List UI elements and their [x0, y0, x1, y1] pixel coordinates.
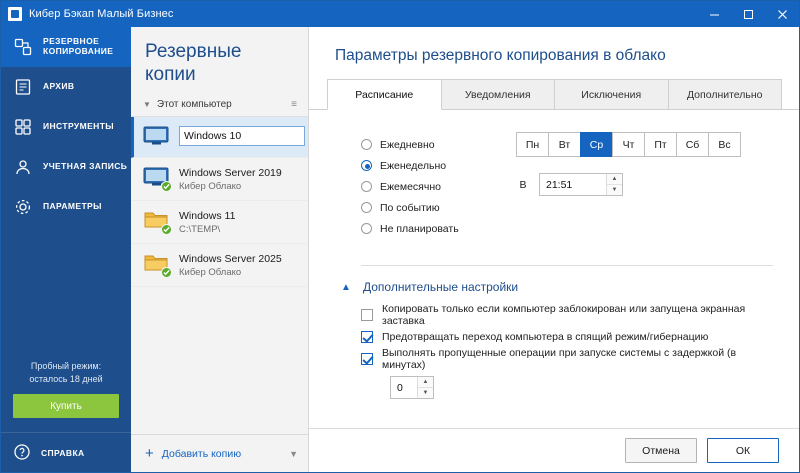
- list-item[interactable]: [131, 201, 308, 244]
- checkbox-label: Предотвращать переход компьютера в спящий режим/гибернацию: [382, 331, 709, 343]
- trial-line-1: Пробный режим:: [30, 360, 102, 371]
- sidebar-item-archive[interactable]: [1, 67, 131, 107]
- add-backup-button[interactable]: [131, 434, 308, 472]
- stepper-down-icon[interactable]: ▼: [418, 388, 433, 398]
- weekday-tue[interactable]: Вт: [548, 132, 581, 157]
- monitor-icon: [143, 125, 171, 149]
- stepper-down-icon[interactable]: ▼: [607, 185, 622, 195]
- delay-stepper[interactable]: [390, 376, 434, 399]
- checkbox-label: Копировать только если компьютер заблокирован или запущена экранная заставка: [382, 303, 746, 327]
- checkbox-icon-checked: [361, 331, 373, 343]
- radio-on-event[interactable]: [361, 197, 503, 218]
- list-item-text: [179, 125, 300, 146]
- archive-icon: [13, 77, 33, 97]
- minimize-button[interactable]: [697, 1, 731, 27]
- backup-list-panel: [131, 27, 309, 472]
- settings-icon: [13, 197, 33, 217]
- backup-destination: Кибер Облако: [179, 266, 242, 278]
- backup-name: Windows 11: [179, 209, 236, 222]
- monitor-icon: [143, 166, 171, 190]
- radio-icon: [361, 202, 372, 213]
- checkbox-icon: [361, 309, 373, 321]
- backup-name-input[interactable]: [179, 126, 305, 146]
- backup-group-label: Этот компьютер: [156, 98, 232, 110]
- weekday-fri[interactable]: Пт: [644, 132, 677, 157]
- weekday-sat[interactable]: Сб: [676, 132, 709, 157]
- status-badge: [161, 267, 172, 278]
- buy-button[interactable]: Купить: [13, 394, 119, 418]
- checkbox-label: Выполнять пропущенные операции при запуске системы с задержкой (в минутах): [382, 347, 737, 371]
- account-icon: [13, 157, 33, 177]
- maximize-button[interactable]: [731, 1, 765, 27]
- radio-label: Ежедневно: [380, 138, 435, 151]
- weekday-selector: [517, 132, 741, 157]
- stepper-up-icon[interactable]: ▲: [418, 377, 433, 388]
- checkbox-icon-checked: [361, 353, 373, 365]
- sidebar-item-label: ИНСТРУМЕНТЫ: [43, 121, 115, 132]
- time-input[interactable]: [540, 174, 606, 195]
- radio-no-schedule[interactable]: [361, 218, 503, 239]
- trial-line-2: осталось 18 дней: [29, 373, 103, 384]
- radio-label: Ежемесячно: [380, 180, 441, 193]
- time-stepper[interactable]: [539, 173, 623, 196]
- tab-schedule[interactable]: Расписание: [327, 79, 442, 110]
- backup-destination: Кибер Облако: [179, 180, 242, 192]
- backup-name: Windows Server 2025: [179, 252, 282, 265]
- add-backup-label: Добавить копию: [161, 447, 242, 460]
- schedule-row: [335, 132, 773, 239]
- delay-stepper-wrap: [390, 376, 773, 399]
- backup-name: Windows Server 2019: [179, 166, 282, 179]
- status-badge: [161, 181, 172, 192]
- time-label: В: [519, 178, 527, 191]
- time-row: [517, 173, 741, 196]
- page-title: Параметры резервного копирования в облако: [335, 47, 666, 64]
- chevron-down-icon: ▼: [143, 99, 151, 109]
- plus-icon: +: [145, 445, 154, 462]
- checkbox-run-missed[interactable]: [361, 348, 773, 370]
- tab-advanced[interactable]: Дополнительно: [668, 79, 783, 109]
- tab-exclusions[interactable]: Исключения: [554, 79, 669, 109]
- tab-notifications[interactable]: Уведомления: [441, 79, 556, 109]
- menu-icon[interactable]: ≡: [291, 98, 298, 110]
- backup-group-header[interactable]: [131, 91, 308, 117]
- radio-icon: [361, 223, 372, 234]
- sidebar-item-tools[interactable]: [1, 107, 131, 147]
- tools-icon: [13, 117, 33, 137]
- backup-list: [131, 117, 308, 434]
- delay-stepper-arrows[interactable]: [417, 377, 433, 398]
- help-icon: [13, 443, 31, 463]
- list-item[interactable]: [131, 117, 308, 158]
- sidebar: [1, 27, 131, 472]
- main-panel: [309, 27, 799, 472]
- schedule-detail: [503, 132, 741, 239]
- sidebar-item-account[interactable]: [1, 147, 131, 187]
- weekday-thu[interactable]: Чт: [612, 132, 645, 157]
- radio-daily[interactable]: [361, 134, 503, 155]
- folder-icon: [143, 252, 171, 276]
- checkbox-prevent-sleep[interactable]: [361, 326, 773, 348]
- radio-monthly[interactable]: [361, 176, 503, 197]
- sidebar-item-label: УЧЕТНАЯ ЗАПИСЬ: [43, 161, 128, 172]
- stepper-up-icon[interactable]: ▲: [607, 174, 622, 185]
- app-logo-icon: [8, 7, 22, 21]
- sidebar-help-label: СПРАВКА: [41, 447, 85, 458]
- weekday-sun[interactable]: Вс: [708, 132, 741, 157]
- sidebar-item-backup[interactable]: [1, 27, 131, 67]
- tab-bar: [309, 79, 799, 110]
- time-stepper-arrows[interactable]: [606, 174, 622, 195]
- radio-icon: [361, 139, 372, 150]
- advanced-section-header[interactable]: [339, 280, 773, 294]
- title-bar: [1, 1, 799, 27]
- radio-icon-selected: [361, 160, 372, 171]
- schedule-frequency-group: [361, 132, 503, 239]
- list-item-text: [179, 166, 282, 192]
- chevron-up-icon: ▲: [341, 281, 351, 293]
- section-divider: [361, 265, 773, 266]
- ok-button[interactable]: ОК: [707, 438, 779, 463]
- backup-list-heading: Резервные копии: [145, 41, 242, 85]
- list-item[interactable]: [131, 158, 308, 201]
- weekday-mon[interactable]: Пн: [516, 132, 549, 157]
- trial-status: [1, 360, 131, 394]
- radio-icon: [361, 181, 372, 192]
- sidebar-item-label: АРХИВ: [43, 81, 75, 92]
- window-body: [1, 27, 799, 472]
- advanced-section-title: Дополнительные настройки: [363, 280, 519, 294]
- sidebar-item-label: ПАРАМЕТРЫ: [43, 201, 102, 212]
- sidebar-item-help[interactable]: [1, 432, 131, 472]
- sidebar-item-label: РЕЗЕРВНОЕ КОПИРОВАНИЕ: [43, 36, 114, 56]
- checkbox-lock-or-screensaver[interactable]: [361, 304, 773, 326]
- backup-destination: C:\TEMP\: [179, 223, 221, 235]
- radio-label: По событию: [380, 201, 440, 214]
- backup-icon: [13, 37, 33, 57]
- cancel-button[interactable]: Отмена: [625, 438, 697, 463]
- delay-input[interactable]: [391, 377, 417, 398]
- status-badge: [161, 224, 172, 235]
- close-button[interactable]: [765, 1, 799, 27]
- tab-content-schedule: [309, 110, 799, 428]
- list-item-text: [179, 252, 282, 278]
- weekday-wed[interactable]: Ср: [580, 132, 613, 157]
- dialog-footer: [309, 428, 799, 472]
- window-title: Кибер Бэкап Малый Бизнес: [29, 8, 174, 20]
- sidebar-item-settings[interactable]: [1, 187, 131, 227]
- radio-label: Не планировать: [380, 222, 459, 235]
- list-item-text: [179, 209, 235, 235]
- radio-weekly[interactable]: [361, 155, 503, 176]
- radio-label: Еженедельно: [380, 159, 447, 172]
- sidebar-spacer: [1, 227, 131, 360]
- folder-icon: [143, 209, 171, 233]
- chevron-down-icon[interactable]: ▼: [289, 448, 298, 459]
- list-item[interactable]: [131, 244, 308, 287]
